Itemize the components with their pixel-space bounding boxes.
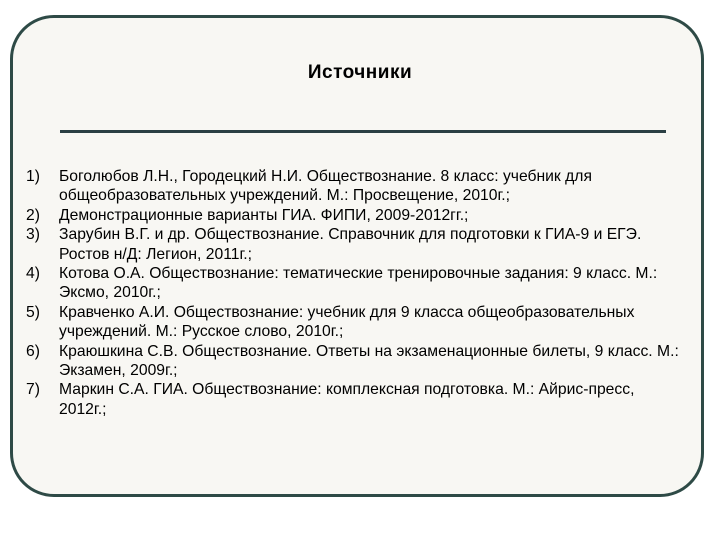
title-divider <box>60 130 666 133</box>
list-item <box>26 225 686 264</box>
list-item <box>26 264 686 303</box>
list-item-text: Котова О.А. Обществознание: тематические тренировочные задания: 9 класс. М.: Эксмо, 2010г.; <box>59 265 658 302</box>
slide-title: Источники <box>307 62 413 83</box>
list-item-number: 2) <box>26 206 40 224</box>
list-item-number: 6) <box>26 342 40 360</box>
list-item-number: 3) <box>26 226 40 244</box>
list-item-text: Кравченко А.И. Обществознание: учебник для 9 класса общеобразовательных учреждений. М.: Русское слово, 2010г.; <box>59 303 635 341</box>
sources-list <box>26 167 686 419</box>
list-item-text: Демонстрационные варианты ГИА. ФИПИ, 2009-2012гг.; <box>59 206 469 224</box>
list-item <box>26 303 686 342</box>
list-item <box>26 206 686 225</box>
list-item-number: 7) <box>26 381 40 399</box>
list-item-text: Зарубин В.Г. и др. Обществознание. Справочник для подготовки к ГИА-9 и ЕГЭ. Ростов н/Д: Легион, 2011г.; <box>59 226 642 263</box>
list-item <box>26 167 686 206</box>
list-item-number: 1) <box>26 168 40 185</box>
list-item-text: Краюшкина С.В. Обществознание. Ответы на экзаменационные билеты, 9 класс. М.: Экзамен, 2009г.; <box>59 342 679 380</box>
list-item-number: 4) <box>26 265 40 283</box>
list-item-text: Боголюбов Л.Н., Городецкий Н.И. Обществознание. 8 класс: учебник для общеобразовательных учреждений. М.: Просвещение, 2010г.; <box>59 168 592 205</box>
list-item-number: 5) <box>26 303 40 321</box>
list-item <box>26 380 686 419</box>
list-item-text: Маркин С.А. ГИА. Обществознание: комплексная подготовка. М.: Айрис-пресс, 2012г.; <box>59 381 635 418</box>
list-item <box>26 342 686 381</box>
